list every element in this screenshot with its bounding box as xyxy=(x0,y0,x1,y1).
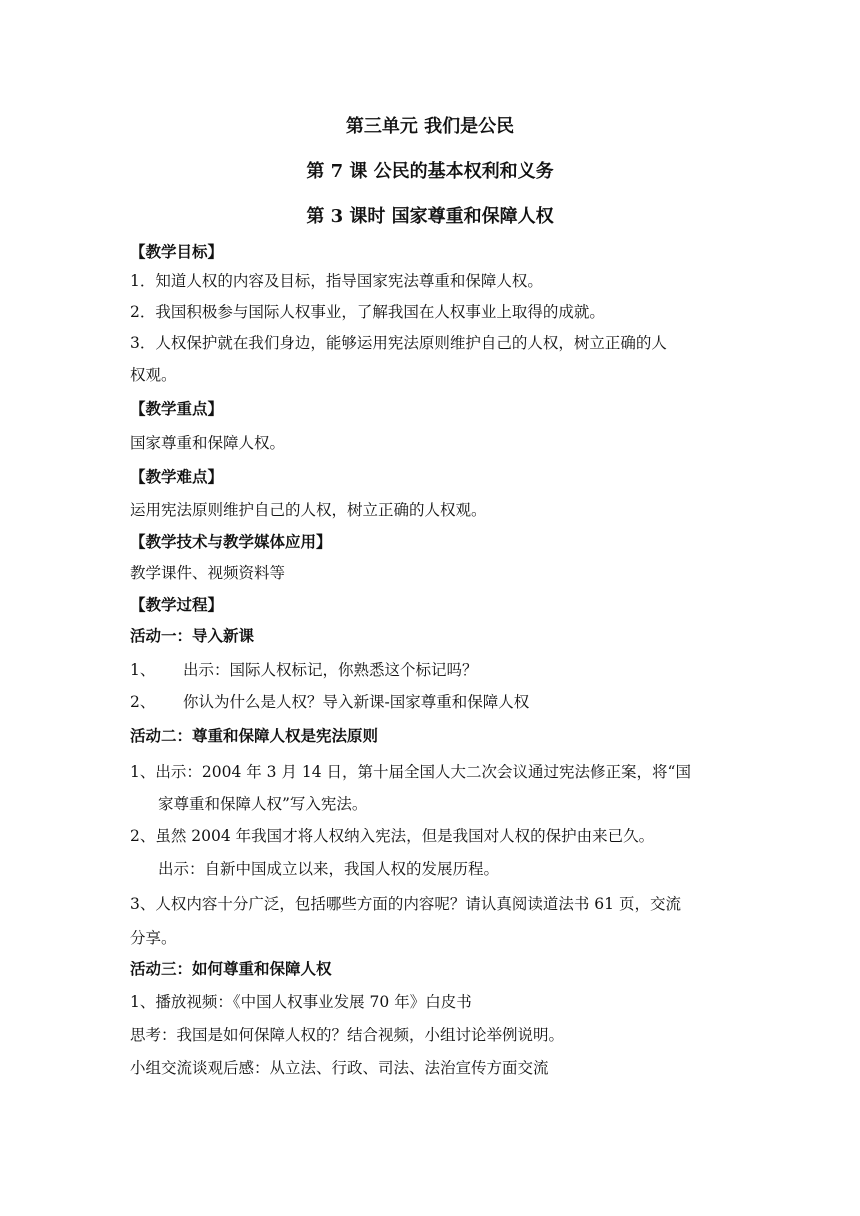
activity1-item-number: 2、 xyxy=(130,693,156,711)
key-points-text: 国家尊重和保障人权。 xyxy=(130,434,286,452)
activity2-title: 活动二：尊重和保障人权是宪法原则 xyxy=(130,726,379,745)
activity2-line: 1、出示：2004 年 3 月 14 日，第十届全国人大二次会议通过宪法修正案，将“国 xyxy=(130,763,691,781)
difficulties-text: 运用宪法原则维护自己的人权，树立正确的人权观。 xyxy=(130,501,487,519)
activity2-line: 家尊重和保障人权”写入宪法。 xyxy=(158,795,368,813)
activity2-line: 3、人权内容十分广泛，包括哪些方面的内容呢？请认真阅读道法书 61 页，交流 xyxy=(130,895,681,913)
activity3-line: 思考：我国是如何保障人权的？结合视频，小组讨论举例说明。 xyxy=(130,1026,565,1044)
unit-title: 第三单元 我们是公民 xyxy=(345,116,515,137)
activity2-line: 出示：自新中国成立以来，我国人权的发展历程。 xyxy=(158,860,500,878)
lesson-title: 第 7 课 公民的基本权利和义务 xyxy=(306,161,554,182)
activity1-item-text: 出示：国际人权标记，你熟悉这个标记吗？ xyxy=(183,661,478,679)
objectives-heading: 【教学目标】 xyxy=(130,242,224,261)
activity3-title: 活动三：如何尊重和保障人权 xyxy=(130,959,332,978)
difficulties-heading: 【教学难点】 xyxy=(130,467,224,486)
activity2-line: 2、虽然 2004 年我国才将人权纳入宪法，但是我国对人权的保护由来已久。 xyxy=(130,827,655,845)
key-points-heading: 【教学重点】 xyxy=(130,399,224,418)
activity2-line: 分享。 xyxy=(130,929,177,947)
objective-item-continued: 权观。 xyxy=(130,366,177,384)
process-heading: 【教学过程】 xyxy=(130,595,224,614)
activity1-item-number: 1、 xyxy=(130,661,156,679)
media-heading: 【教学技术与教学媒体应用】 xyxy=(130,532,332,551)
activity1-item-text: 你认为什么是人权？导入新课-国家尊重和保障人权 xyxy=(183,693,530,711)
activity1-title: 活动一：导入新课 xyxy=(130,626,255,645)
activity3-line: 小组交流谈观后感：从立法、行政、司法、法治宣传方面交流 xyxy=(130,1059,549,1077)
objective-item: 1．知道人权的内容及目标，指导国家宪法尊重和保障人权。 xyxy=(130,272,543,290)
objective-item: 2．我国积极参与国际人权事业，了解我国在人权事业上取得的成就。 xyxy=(130,303,605,321)
media-text: 教学课件、视频资料等 xyxy=(130,564,286,582)
period-title: 第 3 课时 国家尊重和保障人权 xyxy=(306,206,554,227)
activity3-line: 1、播放视频：《中国人权事业发展 70 年》白皮书 xyxy=(130,993,472,1011)
objective-item: 3．人权保护就在我们身边，能够运用宪法原则维护自己的人权，树立正确的人 xyxy=(130,334,667,352)
